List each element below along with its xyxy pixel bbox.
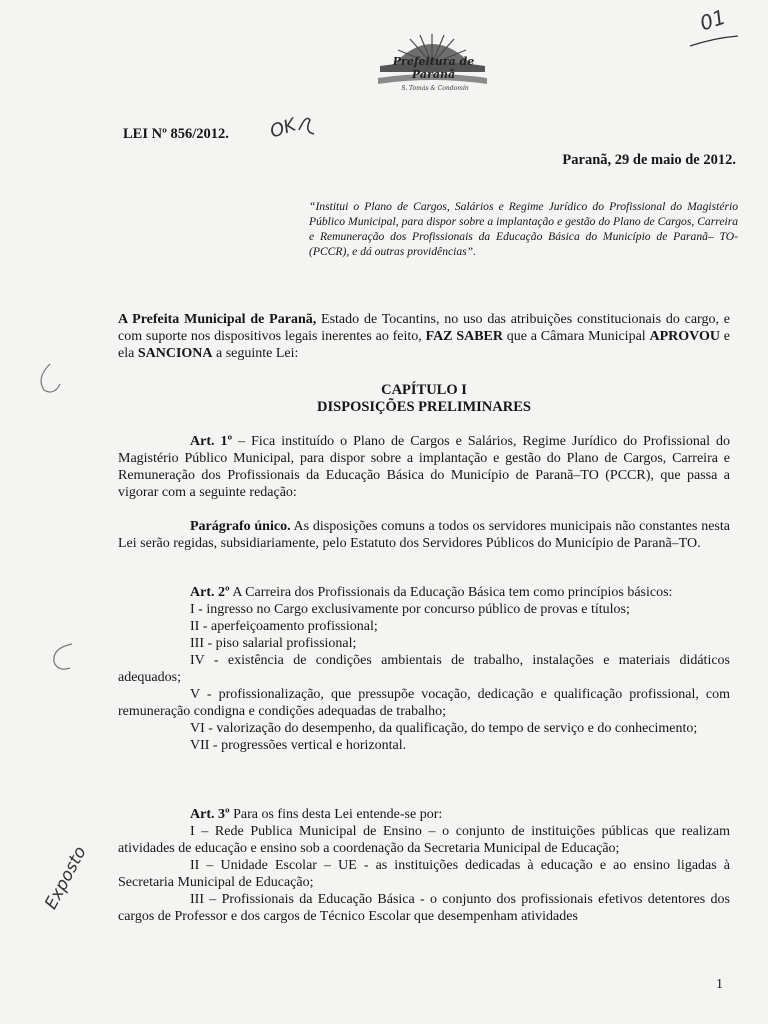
law-number: LEI Nº 856/2012. <box>123 126 229 142</box>
article-2-text: A Carreira dos Profissionais da Educação Básica tem como princípios básicos: <box>229 585 673 600</box>
sanciona: SANCIONA <box>137 346 213 361</box>
article-2-item: II - aperfeiçoamento profissional; <box>190 619 378 634</box>
article-3-label: Art. 3º <box>190 807 230 822</box>
page-mark-handwritten: 01 <box>696 4 729 36</box>
article-3-item: II – Unidade Escolar – UE - as instituições dedicadas à educação e ao ensino ligadas à Secretaria Municipal de Educação; <box>118 858 730 890</box>
intro-text-4: a seguinte Lei: <box>212 346 299 361</box>
logo-text: Prefeitura de Paranã <box>392 55 475 81</box>
article-2-item: IV - existência de condições ambientais de trabalho, instalações e materiais didáticos adequados; <box>118 653 730 685</box>
chapter-subtitle: DISPOSIÇÕES PRELIMINARES <box>317 399 531 415</box>
page-number: 1 <box>716 977 723 992</box>
intro-lead: A Prefeita Municipal de Paranã, <box>118 312 317 327</box>
article-3-text: Para os fins desta Lei entende-se por: <box>229 807 443 822</box>
intro-text-1: Estado de Tocantins, no uso das atribuições constitucionais do cargo, e com suporte nos dispositivos legais inerentes ao feito, <box>118 312 730 344</box>
paragrafo-unico-label: Parágrafo único. <box>190 519 291 534</box>
article-2-item: VII - progressões vertical e horizontal. <box>190 738 407 753</box>
chapter-title: CAPÍTULO I <box>381 382 467 398</box>
page-mark-underline <box>688 34 740 48</box>
article-1-label: Art. 1º <box>190 434 233 449</box>
article-2 <box>118 584 730 754</box>
ementa-text: “Institui o Plano de Cargos, Salários e Regime Jurídico do Profissional do Magistério Público Municipal, para dispor sobre a implantação e gestão do Plano de Cargos, Carreira e Remuneração dos Profissionais da Educação Básica do Município de Paranã– TO- (PCCR), e dá outras providências”. <box>309 200 738 258</box>
margin-scribble <box>30 360 70 400</box>
logo-subtext: S. Tomás & Condomín <box>401 85 469 92</box>
article-2-label: Art. 2º <box>190 585 230 600</box>
chapter-heading <box>118 382 730 416</box>
article-2-item: V - profissionalização, que pressupõe vocação, dedicação e qualificação profissional, com remuneração condigna e condições adequadas de trabalho; <box>118 687 730 719</box>
paragrafo-unico <box>118 518 730 552</box>
intro-text-3: e ela <box>118 329 730 361</box>
margin-note-handwritten: Exposto <box>41 843 91 913</box>
paragrafo-unico-text: As disposições comuns a todos os servidores municipais não constantes nesta Lei serão regidas, subsidiariamente, pelo Estatuto dos Servidores Públicos do Município de Paranã–TO. <box>118 519 730 551</box>
article-2-item: III - piso salarial profissional; <box>190 636 357 651</box>
article-1 <box>118 433 730 501</box>
article-3-item: I – Rede Publica Municipal de Ensino – o conjunto de instituições públicas que realizam atividades de educação e ensino sob a coordenação da Secretaria Municipal de Educação; <box>118 824 730 856</box>
intro-paragraph <box>118 311 730 362</box>
ok-mark-handwritten: OK <box>267 114 299 143</box>
date-line: Paranã, 29 de maio de 2012. <box>562 152 736 168</box>
article-2-item: VI - valorização do desempenho, da qualificação, do tempo de serviço e do conhecimento; <box>190 721 698 736</box>
aprovou: APROVOU <box>649 329 720 344</box>
faz-saber: FAZ SABER <box>425 329 503 344</box>
ok-mark-check <box>296 112 316 138</box>
article-3 <box>118 806 730 925</box>
article-3-item: III – Profissionais da Educação Básica - o conjunto dos profissionais efetivos detentores dos cargos de Professor e dos cargos de Técnico Escolar que desempenham atividades <box>118 892 730 924</box>
article-2-item: I - ingresso no Cargo exclusivamente por concurso público de provas e títulos; <box>190 602 630 617</box>
margin-scribble <box>44 640 80 676</box>
article-1-text: – Fica instituído o Plano de Cargos e Salários, Regime Jurídico do Profissional do Magistério Público Municipal, para dispor sobre a implantação e gestão do Plano de Cargos, Carreira e Remuneração dos Profissionais da Educação Básica do Município de Paranã–TO (PCCR), que passa a vigorar com a seguinte redação: <box>118 434 730 500</box>
intro-text-2: que a Câmara Municipal <box>503 329 650 344</box>
